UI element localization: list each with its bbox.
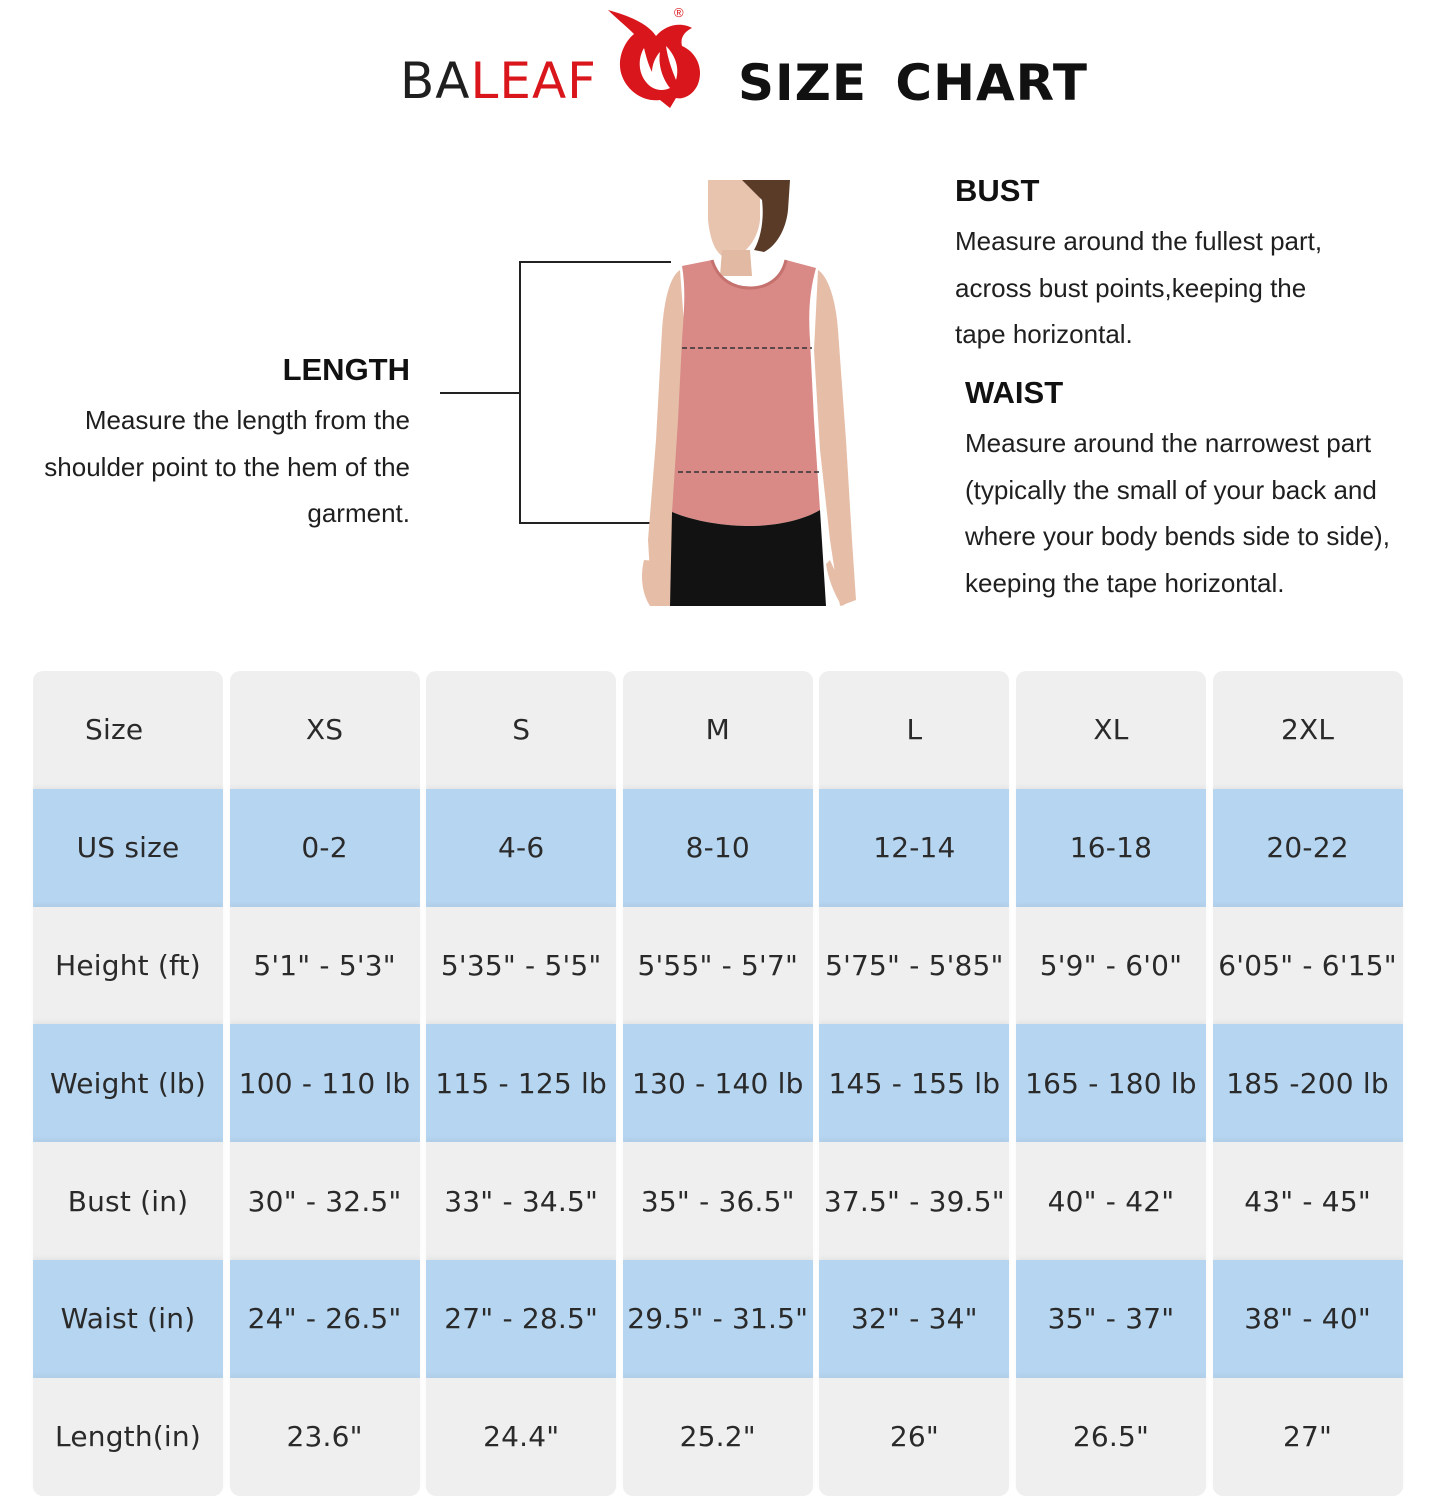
row-label: Waist (in) [33,1260,223,1378]
table-cell: 26" [819,1378,1009,1496]
table-row-weight [33,1024,1404,1142]
row-label: Size [33,671,223,789]
table-cell: 35" - 37" [1016,1260,1206,1378]
table-cell: XL [1016,671,1206,789]
table-cell: 145 - 155 lb [819,1024,1009,1142]
table-cell: S [426,671,616,789]
bust-line: tape horizontal. [955,319,1133,349]
table-cell: 25.2" [623,1378,813,1496]
length-description [0,397,410,537]
page-title: SIZE CHART [738,54,1089,112]
model-illustration [630,180,870,606]
table-cell: 12-14 [819,789,1009,907]
length-heading: LENGTH [282,352,410,387]
table-cell: 33" - 34.5" [426,1142,616,1260]
table-cell: 16-18 [1016,789,1206,907]
waist-line: Measure around the narrowest part [965,428,1372,458]
brand-accent: LEAF [470,52,597,110]
table-row-waist [33,1260,1404,1378]
table-cell: 38" - 40" [1213,1260,1403,1378]
length-line: shoulder point to the hem of the [44,451,410,482]
waist-line: keeping the tape horizontal. [965,567,1285,598]
table-cell: 2XL [1213,671,1403,789]
table-row-size [33,671,1404,789]
table-row-us-size [33,789,1404,907]
length-line: garment. [307,498,410,528]
table-cell: 24.4" [426,1378,616,1496]
table-cell: 4-6 [426,789,616,907]
table-cell: 27" - 28.5" [426,1260,616,1378]
table-cell: 27" [1213,1378,1403,1496]
bust-heading: BUST [955,173,1040,208]
table-cell: 37.5" - 39.5" [819,1142,1009,1260]
bust-description [955,218,1425,358]
waist-description [965,420,1430,606]
bust-line: Measure around the fullest part, [955,226,1323,256]
table-cell: 35" - 36.5" [623,1142,813,1260]
table-cell: 20-22 [1213,789,1403,907]
row-label: Height (ft) [33,907,223,1025]
waist-line: (typically the small of your back and [965,474,1377,505]
table-cell: 32" - 34" [819,1260,1009,1378]
table-cell: 6'05" - 6'15" [1213,907,1403,1025]
length-connector-line [440,392,520,394]
row-label: US size [33,789,223,907]
table-row-height [33,907,1404,1025]
table-cell: 5'75" - 5'85" [819,907,1009,1025]
row-label: Bust (in) [33,1142,223,1260]
leaf-flame-logo-icon [600,6,708,110]
table-cell: 185 -200 lb [1213,1024,1403,1142]
model-figure [630,180,870,606]
table-cell: 100 - 110 lb [230,1024,420,1142]
row-label: Weight (lb) [33,1024,223,1142]
table-cell: 5'55" - 5'7" [623,907,813,1025]
table-cell: 43" - 45" [1213,1142,1403,1260]
brand-logo-text [400,52,597,110]
brand-prefix: BA [400,52,471,110]
table-cell: 40" - 42" [1016,1142,1206,1260]
table-cell: L [819,671,1009,789]
table-cell: 8-10 [623,789,813,907]
table-cell: XS [230,671,420,789]
table-cell: 0-2 [230,789,420,907]
table-cell: 165 - 180 lb [1016,1024,1206,1142]
bust-line: across bust points,keeping the [955,272,1307,303]
table-cell: 29.5" - 31.5" [623,1260,813,1378]
table-cell: 26.5" [1016,1378,1206,1496]
table-row-bust [33,1142,1404,1260]
registered-mark: ® [674,5,684,20]
table-cell: 30" - 32.5" [230,1142,420,1260]
size-chart-table [33,671,1404,1496]
length-line: Measure the length from the [84,405,410,435]
waist-heading: WAIST [965,375,1064,410]
table-cell: M [623,671,813,789]
table-cell: 115 - 125 lb [426,1024,616,1142]
waist-line: where your body bends side to side), [965,521,1390,551]
row-label: Length(in) [33,1378,223,1496]
table-cell: 23.6" [230,1378,420,1496]
table-cell: 130 - 140 lb [623,1024,813,1142]
table-cell: 5'1" - 5'3" [230,907,420,1025]
table-cell: 24" - 26.5" [230,1260,420,1378]
table-cell: 5'35" - 5'5" [426,907,616,1025]
table-row-length [33,1378,1404,1496]
table-cell: 5'9" - 6'0" [1016,907,1206,1025]
